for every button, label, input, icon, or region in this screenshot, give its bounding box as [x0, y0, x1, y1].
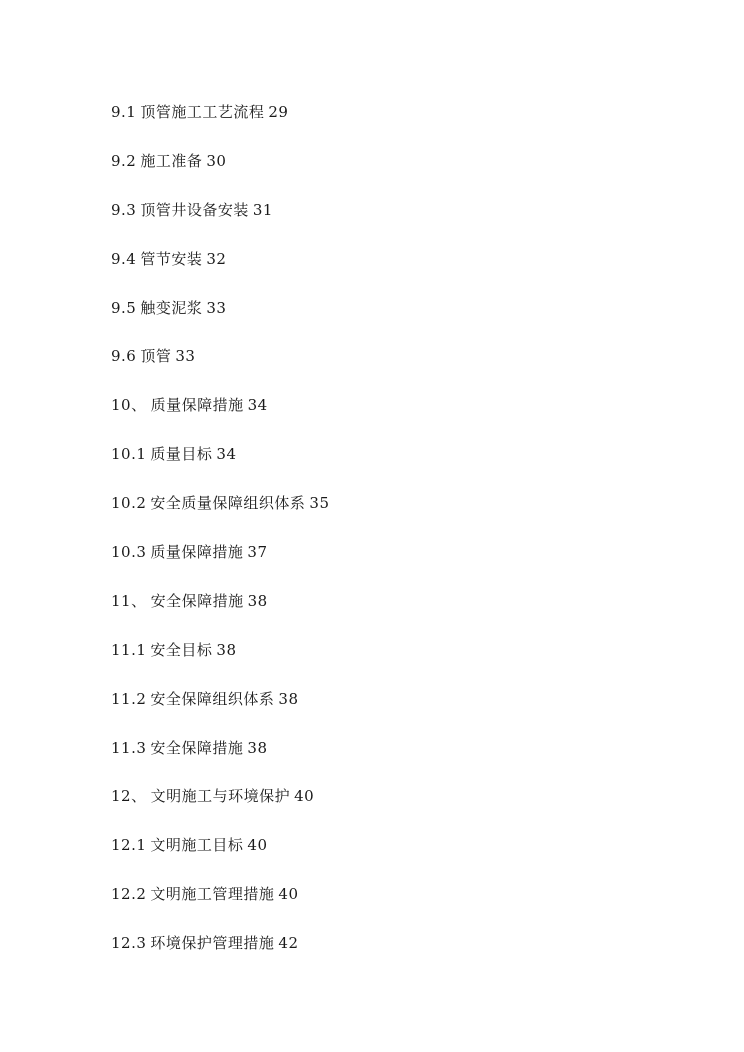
toc-entry-page: 38	[247, 591, 268, 610]
toc-entry-page: 29	[268, 103, 289, 121]
toc-entry-number: 9.5	[111, 298, 137, 317]
toc-entry-12-1[interactable]	[111, 833, 330, 882]
toc-entry-number: 11.3	[111, 738, 147, 757]
toc-entry-12-3[interactable]	[111, 931, 330, 980]
toc-entry-page: 34	[247, 396, 268, 415]
toc-entry-number: 11.1	[111, 640, 147, 659]
toc-entry-10[interactable]	[111, 393, 330, 442]
toc-entry-number: 10.1	[111, 445, 147, 464]
toc-entry-page: 32	[206, 249, 227, 268]
toc-entry-11-3[interactable]	[111, 736, 330, 785]
toc-entry-page: 38	[278, 689, 299, 708]
toc-entry-number: 9.2	[111, 151, 137, 170]
toc-entry-number: 11.2	[111, 689, 147, 708]
toc-entry-title: 管节安装	[140, 249, 203, 268]
toc-entry-11[interactable]	[111, 589, 330, 638]
toc-entry-page: 34	[216, 445, 237, 464]
toc-entry-12-2[interactable]	[111, 882, 330, 931]
toc-entry-number: 11、	[111, 591, 147, 610]
toc-entry-title: 触变泥浆	[140, 298, 203, 317]
toc-entry-number: 9.6	[111, 347, 137, 366]
toc-entry-title: 安全保障措施	[150, 738, 244, 757]
toc-entry-title: 安全保障组织体系	[150, 689, 275, 708]
toc-entry-number: 12、	[111, 787, 147, 806]
toc-entry-10-2[interactable]	[111, 491, 330, 540]
toc-entry-number: 10.2	[111, 494, 147, 513]
toc-entry-10-3[interactable]	[111, 540, 330, 589]
toc-entry-9-1[interactable]	[111, 100, 330, 149]
toc-entry-9-6[interactable]	[111, 344, 330, 393]
toc-entry-title: 施工准备	[140, 151, 203, 170]
toc-entry-number: 10、	[111, 396, 147, 415]
toc-entry-title: 顶管施工工艺流程	[140, 103, 265, 121]
toc-entry-page: 40	[294, 787, 315, 806]
toc-entry-number: 9.1	[111, 103, 137, 121]
toc-entry-page: 37	[247, 543, 268, 562]
toc-entry-page: 33	[206, 298, 227, 317]
toc-entry-number: 12.2	[111, 885, 147, 904]
toc-entry-title: 质量目标	[150, 445, 213, 464]
toc-entry-number: 12.3	[111, 934, 147, 953]
toc-entry-title: 顶管井设备安装	[140, 200, 249, 219]
toc-entry-title: 顶管	[140, 347, 172, 366]
toc-entry-11-1[interactable]	[111, 638, 330, 687]
toc-entry-title: 文明施工管理措施	[150, 885, 275, 904]
toc-entry-title: 文明施工与环境保护	[150, 787, 291, 806]
toc-entry-page: 33	[175, 347, 196, 366]
toc-entry-12[interactable]	[111, 784, 330, 833]
toc-entry-title: 安全目标	[150, 640, 213, 659]
table-of-contents	[111, 100, 330, 980]
toc-entry-title: 质量保障措施	[150, 543, 244, 562]
toc-entry-9-4[interactable]	[111, 247, 330, 296]
toc-entry-title: 文明施工目标	[150, 836, 244, 855]
toc-entry-page: 38	[247, 738, 268, 757]
toc-entry-title: 环境保护管理措施	[150, 934, 275, 953]
toc-entry-page: 30	[206, 151, 227, 170]
toc-entry-page: 38	[216, 640, 237, 659]
toc-entry-number: 12.1	[111, 836, 147, 855]
toc-entry-10-1[interactable]	[111, 442, 330, 491]
toc-entry-number: 9.3	[111, 200, 137, 219]
toc-entry-number: 9.4	[111, 249, 137, 268]
toc-entry-9-5[interactable]	[111, 296, 330, 345]
toc-entry-page: 31	[252, 200, 273, 219]
toc-entry-page: 42	[278, 934, 299, 953]
toc-entry-9-3[interactable]	[111, 198, 330, 247]
toc-entry-9-2[interactable]	[111, 149, 330, 198]
toc-entry-title: 安全保障措施	[150, 591, 244, 610]
toc-entry-title: 安全质量保障组织体系	[150, 494, 306, 513]
toc-entry-number: 10.3	[111, 543, 147, 562]
toc-entry-page: 40	[247, 836, 268, 855]
toc-entry-11-2[interactable]	[111, 687, 330, 736]
toc-entry-page: 40	[278, 885, 299, 904]
toc-entry-title: 质量保障措施	[150, 396, 244, 415]
toc-entry-page: 35	[309, 494, 330, 513]
